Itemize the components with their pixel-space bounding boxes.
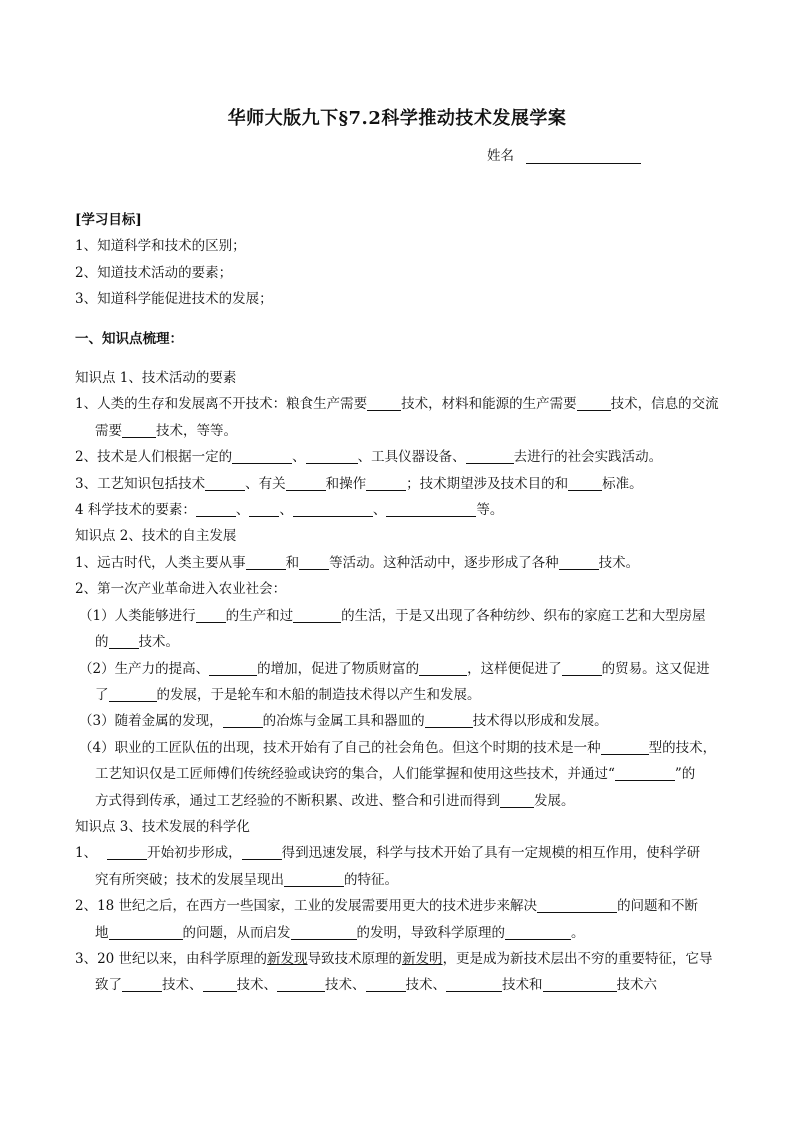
fill-blank[interactable] xyxy=(615,766,675,781)
fill-blank[interactable] xyxy=(109,634,139,649)
k1-item-1-cont: 需要 技术，等等。 xyxy=(95,422,237,439)
fill-blank[interactable] xyxy=(419,661,467,676)
k3-item-3-cont: 致了 技术、 技术、 技术、 技术、 技术和 技术六 xyxy=(95,977,657,994)
goals-heading: [学习目标] xyxy=(75,212,142,228)
fill-blank[interactable] xyxy=(299,555,329,570)
k3-item-1: 1、 开始初步形成， 得到迅速发展，科学与技术开始了具有一定规模的相互作用，使科学研 xyxy=(75,845,701,862)
name-label: 姓名 xyxy=(487,148,514,164)
fill-blank[interactable] xyxy=(446,977,502,992)
k2-point-4-cont: 工艺知识仅是工匠师傅们传统经验或诀窍的集合，人们能掌握和使用这些技术，并通过“ ”的 xyxy=(95,766,696,783)
fill-blank[interactable] xyxy=(367,396,401,411)
fill-blank[interactable] xyxy=(291,925,357,940)
fill-blank[interactable] xyxy=(366,977,406,992)
fill-blank[interactable] xyxy=(122,423,156,438)
fill-blank[interactable] xyxy=(505,925,571,940)
k1-item-4: 4 科学技术的要素： 、 、 、 等。 xyxy=(75,502,504,519)
k2-point-2: （2）生产力的提高、 的增加，促进了物质财富的 ，这样便促进了 的贸易。这又促进 xyxy=(79,660,710,677)
k2-point-4-cont-2: 方式得到传承，通过工艺经验的不断积累、改进、整合和引进而得到 发展。 xyxy=(95,792,575,809)
fill-blank[interactable] xyxy=(203,977,237,992)
fill-blank[interactable] xyxy=(568,476,602,491)
fill-blank[interactable] xyxy=(107,845,147,860)
fill-blank[interactable] xyxy=(425,713,473,728)
fill-blank[interactable] xyxy=(209,661,257,676)
k3-item-1-cont: 究有所突破；技术的发展呈现出 的特征。 xyxy=(95,871,398,888)
fill-blank[interactable] xyxy=(246,555,286,570)
fill-blank[interactable] xyxy=(196,502,236,517)
fill-blank[interactable] xyxy=(122,977,162,992)
k2-item-1: 1、远古时代，人类主要从事 和 等活动。这种活动中，逐步形成了各种 技术。 xyxy=(75,554,640,571)
k3-item-2-cont: 地 的问题，从而启发 的发明，导致科学原理的 。 xyxy=(95,924,585,941)
fill-blank[interactable] xyxy=(277,977,325,992)
fill-blank[interactable] xyxy=(205,476,245,491)
fill-blank[interactable] xyxy=(223,713,263,728)
name-field-row xyxy=(487,144,641,164)
fill-blank[interactable] xyxy=(242,845,282,860)
fill-blank[interactable] xyxy=(386,502,476,517)
k1-item-3: 3、工艺知识包括技术 、有关 和操作 ；技术期望涉及技术目的和 标准。 xyxy=(75,475,643,492)
fill-blank[interactable] xyxy=(109,925,183,940)
fill-blank[interactable] xyxy=(562,661,602,676)
k2-point-3: （3）随着金属的发现， 的冶炼与金属工具和器皿的 技术得以形成和发展。 xyxy=(79,713,608,730)
fill-blank[interactable] xyxy=(232,449,292,464)
fill-blank[interactable] xyxy=(366,476,406,491)
fill-blank[interactable] xyxy=(466,449,514,464)
k2-point-1-cont: 的 技术。 xyxy=(95,634,179,651)
fill-blank[interactable] xyxy=(109,687,157,702)
k1-item-2: 2、技术是人们根据一定的 、 、工具仪器设备、 去进行的社会实践活动。 xyxy=(75,449,663,466)
worksheet-content xyxy=(75,207,724,999)
k3-item-2: 2、18 世纪之后，在西方一些国家，工业的发展需要用更大的技术进步来解决 的问题和不断 xyxy=(75,898,699,915)
fill-blank[interactable] xyxy=(284,872,344,887)
k3-item-3: 3、20 世纪以来，由科学原理的新发现导致技术原理的新发明，更是成为新技术层出不穷的重要特征，它导 xyxy=(75,950,713,967)
k2-point-4: （4）职业的工匠队伍的出现，技术开始有了自己的社会角色。但这个时期的技术是一种 型的技术， xyxy=(79,739,717,756)
fill-blank[interactable] xyxy=(543,977,617,992)
page-title: 华师大版九下§7.2科学推动技术发展学案 xyxy=(227,108,567,129)
fill-blank[interactable] xyxy=(577,396,611,411)
fill-blank[interactable] xyxy=(601,740,649,755)
name-blank[interactable] xyxy=(526,149,641,164)
knowledge-point-2-title: 知识点 2、技术的自主发展 xyxy=(75,528,237,545)
goal-item: 1、知道科学和技术的区别； xyxy=(75,238,246,255)
goal-item: 2、知道技术活动的要素； xyxy=(75,264,233,281)
k2-point-2-cont: 了 的发展，于是轮车和木船的制造技术得以产生和发展。 xyxy=(95,686,481,703)
fill-blank[interactable] xyxy=(293,502,373,517)
fill-blank[interactable] xyxy=(286,476,326,491)
k2-item-2: 2、第一次产业革命进入农业社会： xyxy=(75,581,287,598)
fill-blank[interactable] xyxy=(306,449,358,464)
fill-blank[interactable] xyxy=(537,898,617,913)
knowledge-point-3-title: 知识点 3、技术发展的科学化 xyxy=(75,818,250,835)
fill-blank[interactable] xyxy=(500,793,534,808)
fill-blank[interactable] xyxy=(293,608,341,623)
section-heading: 一、知识点梳理： xyxy=(75,330,183,347)
goal-item: 3、知道科学能促进技术的发展； xyxy=(75,291,273,308)
fill-blank[interactable] xyxy=(249,502,279,517)
k2-point-1: （1）人类能够进行 的生产和过 的生活，于是又出现了各种纺纱、织布的家庭工艺和大型房屋 xyxy=(79,607,706,624)
fill-blank[interactable] xyxy=(196,608,226,623)
knowledge-point-1-title: 知识点 1、技术活动的要素 xyxy=(75,370,237,387)
fill-blank[interactable] xyxy=(559,555,599,570)
k1-item-1: 1、人类的生存和发展离不开技术：粮食生产需要 技术，材料和能源的生产需要 技术，信息的交流 xyxy=(75,396,719,413)
